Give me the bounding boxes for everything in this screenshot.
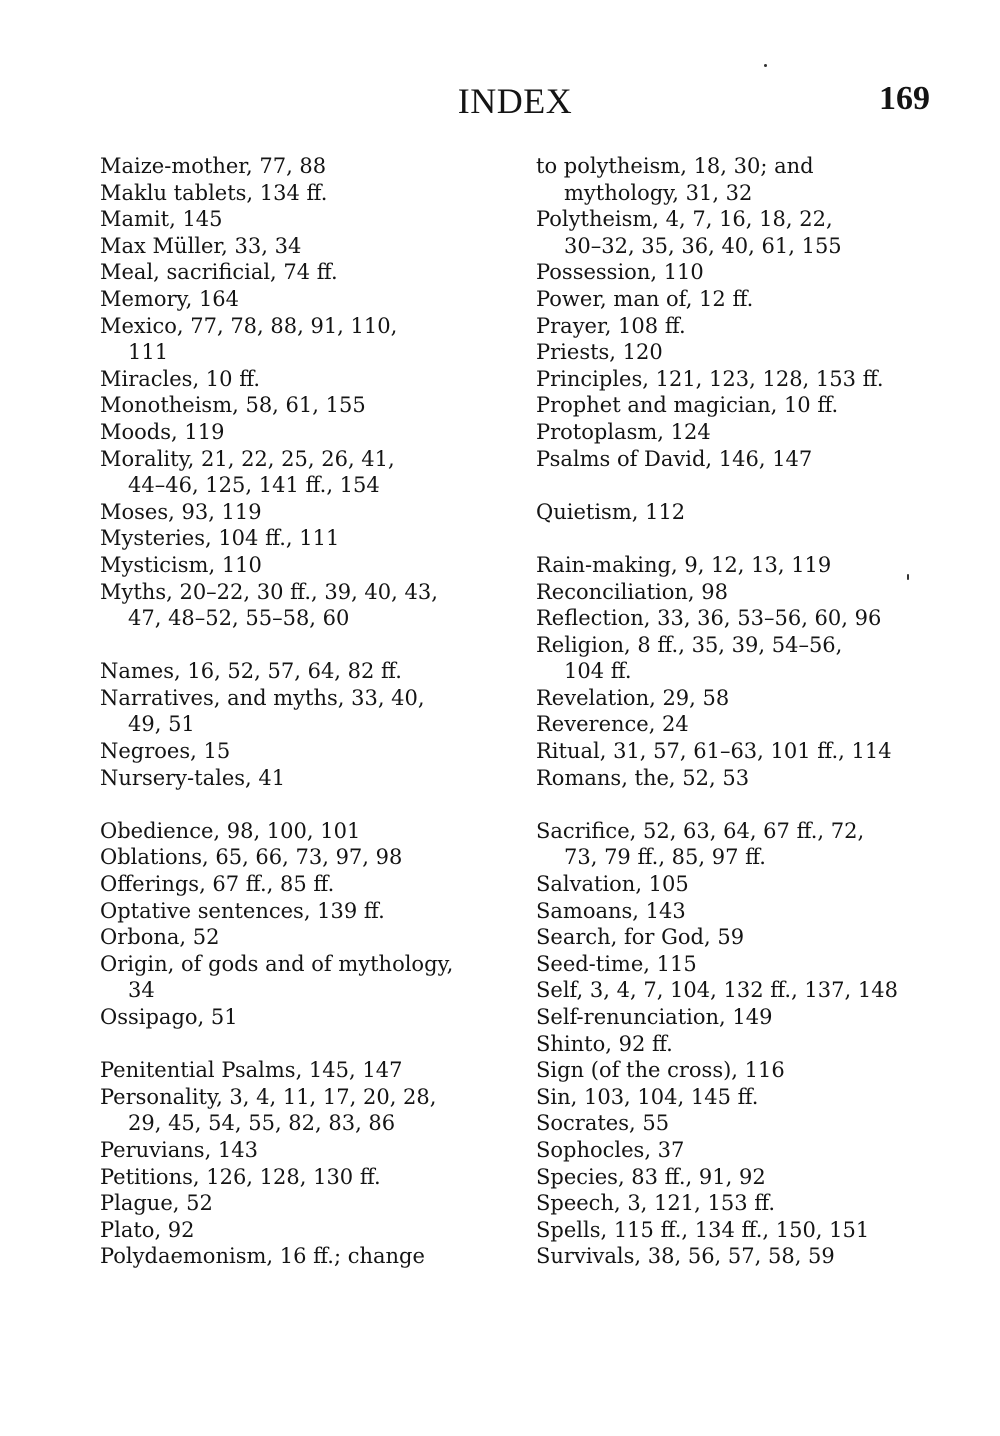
index-entry: Species, 83 ff., 91, 92 (536, 1164, 766, 1189)
section-gap (536, 472, 932, 499)
index-entry: Optative sentences, 139 ff. (100, 898, 385, 923)
index-column-right (536, 153, 932, 1270)
index-entry: Salvation, 105 (536, 872, 689, 897)
index-entry: Romans, the, 52, 53 (536, 765, 750, 790)
section-gap (536, 525, 932, 552)
index-entry: Ritual, 31, 57, 61–63, 101 ff., 114 (536, 739, 892, 764)
index-entry: Self, 3, 4, 7, 104, 132 ff., 137, 148 (536, 978, 898, 1003)
index-entry: Seed-time, 115 (536, 951, 697, 976)
index-entry: Orbona, 52 (100, 925, 220, 950)
index-entry: Psalms of David, 146, 147 (536, 446, 813, 471)
index-entry: Prophet and magician, 10 ff. (536, 393, 839, 418)
index-entry: Mysticism, 110 (100, 552, 262, 577)
index-entry: Sign (of the cross), 116 (536, 1058, 785, 1083)
index-entry: Myths, 20–22, 30 ff., 39, 40, 43, 47, 48–52, 55–58, 60 (100, 579, 438, 631)
index-entry: Negroes, 15 (100, 739, 231, 764)
index-entry: Survivals, 38, 56, 57, 58, 59 (536, 1244, 835, 1269)
index-entry: Petitions, 126, 128, 130 ff. (100, 1164, 381, 1189)
index-entry: Plague, 52 (100, 1191, 213, 1216)
index-entry: Reflection, 33, 36, 53–56, 60, 96 (536, 606, 882, 631)
print-speck (764, 64, 767, 67)
index-entry: Maklu tablets, 134 ff. (100, 180, 328, 205)
index-entry: Protoplasm, 124 (536, 419, 711, 444)
index-entry: Origin, of gods and of mythology, 34 (100, 951, 454, 1003)
index-entry: Sin, 103, 104, 145 ff. (536, 1084, 759, 1109)
index-entry: Socrates, 55 (536, 1111, 670, 1136)
index-entry: Peruvians, 143 (100, 1137, 259, 1162)
index-entry: Priests, 120 (536, 340, 663, 365)
index-entry: Oblations, 65, 66, 73, 97, 98 (100, 845, 403, 870)
index-entry: Offerings, 67 ff., 85 ff. (100, 872, 335, 897)
index-entry: Moods, 119 (100, 419, 225, 444)
index-entry: Quietism, 112 (536, 499, 686, 524)
index-entry: Search, for God, 59 (536, 925, 745, 950)
index-entry: Revelation, 29, 58 (536, 685, 730, 710)
index-column-left (100, 153, 500, 1270)
index-entry: Personality, 3, 4, 11, 17, 20, 28, 29, 45, 54, 55, 82, 83, 86 (100, 1084, 437, 1136)
index-entry: Narratives, and myths, 33, 40, 49, 51 (100, 685, 425, 737)
index-entry: Plato, 92 (100, 1217, 195, 1242)
index-entry: Memory, 164 (100, 286, 240, 311)
index-entry: to polytheism, 18, 30; and mythology, 31, 32 (536, 154, 814, 205)
page-title: INDEX (457, 81, 573, 121)
index-entry: Penitential Psalms, 145, 147 (100, 1058, 403, 1083)
section-gap (100, 1031, 500, 1058)
index-entry: Sophocles, 37 (536, 1137, 685, 1162)
index-entry: Rain-making, 9, 12, 13, 119 (536, 552, 832, 577)
index-entry: Spells, 115 ff., 134 ff., 150, 151 (536, 1217, 870, 1242)
index-entry: Samoans, 143 (536, 898, 686, 923)
index-entry: Polydaemonism, 16 ff.; change (100, 1244, 425, 1269)
index-entry: Mysteries, 104 ff., 111 (100, 526, 340, 551)
index-entry: Moses, 93, 119 (100, 499, 262, 524)
index-entry: Speech, 3, 121, 153 ff. (536, 1191, 776, 1216)
page-header (100, 80, 930, 124)
index-entry: Max Müller, 33, 34 (100, 233, 302, 258)
index-entry: Names, 16, 52, 57, 64, 82 ff. (100, 659, 402, 684)
index-entry: Power, man of, 12 ff. (536, 286, 754, 311)
index-entry: Reverence, 24 (536, 712, 689, 737)
index-entry: Polytheism, 4, 7, 16, 18, 22, 30–32, 35, 36, 40, 61, 155 (536, 207, 842, 258)
index-entry: Principles, 121, 123, 128, 153 ff. (536, 366, 884, 391)
index-entry: Ossipago, 51 (100, 1005, 238, 1029)
index-entry: Maize-mother, 77, 88 (100, 154, 327, 178)
index-entry: Morality, 21, 22, 25, 26, 41, 44–46, 125, 141 ff., 154 (100, 446, 395, 498)
index-entry: Possession, 110 (536, 260, 704, 285)
index-entry: Meal, sacrificial, 74 ff. (100, 260, 338, 285)
index-entry: Obedience, 98, 100, 101 (100, 818, 361, 843)
index-entry: Mamit, 145 (100, 207, 223, 232)
section-gap (100, 632, 500, 659)
index-entry: Miracles, 10 ff. (100, 366, 261, 391)
index-entry: Monotheism, 58, 61, 155 (100, 393, 366, 418)
section-gap (536, 791, 932, 818)
index-entry: Mexico, 77, 78, 88, 91, 110, 111 (100, 313, 398, 365)
index-entry: Prayer, 108 ff. (536, 313, 686, 338)
index-entry: Self-renunciation, 149 (536, 1005, 773, 1029)
index-entry: Reconciliation, 98 (536, 579, 728, 604)
page-number: 169 (879, 80, 930, 117)
section-gap (100, 791, 500, 818)
index-entry: Religion, 8 ff., 35, 39, 54–56, 104 ff. (536, 632, 843, 684)
index-entry: Sacrifice, 52, 63, 64, 67 ff., 72, 73, 79 ff., 85, 97 ff. (536, 818, 865, 870)
index-entry: Nursery-tales, 41 (100, 765, 286, 790)
index-entry: Shinto, 92 ff. (536, 1031, 673, 1056)
